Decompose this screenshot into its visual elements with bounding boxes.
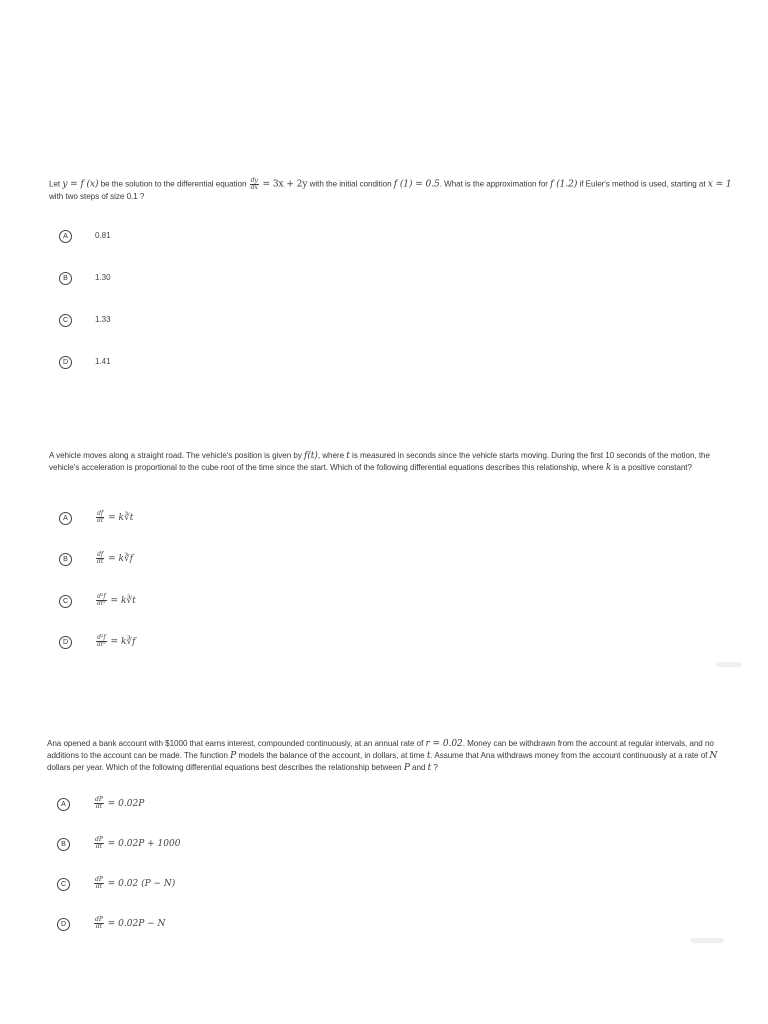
stem-text: with the initial condition: [307, 179, 394, 189]
question-2-stem: [49, 450, 739, 474]
choice-bubble[interactable]: C: [59, 595, 72, 608]
choice-equation: [95, 635, 135, 648]
choice-bubble[interactable]: B: [59, 553, 72, 566]
math-expression: k: [605, 463, 612, 474]
equation-rhs: = k∛f: [110, 637, 136, 647]
derivative-fraction: [96, 552, 104, 565]
math-expression: t: [426, 751, 431, 762]
math-expression: f (1) = 0.5: [393, 179, 440, 190]
derivative-fraction: [96, 635, 107, 648]
fraction-denominator: dt: [97, 558, 104, 565]
answer-choice-c[interactable]: [59, 593, 136, 608]
fraction-denominator: dt: [95, 883, 103, 890]
math-expression: y = f (x): [62, 179, 99, 190]
equation-rhs: = k∛t: [108, 513, 134, 523]
choice-bubble[interactable]: C: [59, 314, 72, 327]
answer-choice-a[interactable]: [59, 510, 134, 525]
fraction-numerator: dy: [250, 177, 258, 184]
answer-choice-c[interactable]: [57, 876, 176, 891]
math-expression: t: [427, 763, 432, 774]
choice-text: 1.33: [95, 315, 111, 324]
choice-bubble[interactable]: B: [57, 838, 70, 851]
fraction-denominator: dt: [97, 517, 104, 524]
choice-text: 0.81: [95, 231, 111, 240]
answer-choice-c[interactable]: [59, 313, 111, 327]
choice-bubble[interactable]: B: [59, 272, 72, 285]
answer-choice-d[interactable]: [59, 634, 136, 649]
choice-bubble[interactable]: D: [59, 356, 72, 369]
fraction-denominator: dt²: [97, 641, 106, 648]
stem-text: . Money can be withdrawn from the account at regular intervals, and no additions to the account can be made. The function: [47, 739, 714, 761]
equation-rhs: = 0.02P − N: [107, 919, 166, 929]
answer-choice-d[interactable]: [59, 355, 111, 369]
equation-rhs: = k∛f: [108, 554, 134, 564]
question-1-stem: [49, 178, 739, 203]
choice-text: 1.41: [95, 357, 111, 366]
choice-equation: [95, 552, 133, 565]
stem-text: models the balance of the account, in dollars, at time: [236, 751, 427, 761]
stem-text: be the solution to the differential equation: [98, 179, 249, 189]
math-expression: P: [230, 751, 237, 762]
fraction-denominator: dx: [250, 184, 258, 191]
math-expression: P: [403, 763, 410, 774]
equation-rhs: = k∛t: [110, 596, 136, 606]
stem-text: . Assume that Ana withdraws money from the account continuously at a rate of: [430, 751, 710, 761]
stem-text: and: [409, 763, 428, 773]
math-expression: r = 0.02: [425, 739, 463, 749]
choice-equation: [95, 511, 133, 524]
derivative-fraction: [94, 877, 104, 890]
choice-equation: [95, 594, 136, 607]
stem-text: . What is the approximation for: [439, 179, 551, 189]
derivative-fraction: [96, 594, 107, 607]
stem-text: Ana opened a bank account with $1000 that earns interest, compounded continuously, at an annual rate of: [47, 739, 426, 748]
fraction-numerator: dP: [95, 796, 103, 803]
equation-rhs: = 0.02 (P − N): [107, 879, 176, 889]
equation-rhs: = 0.02P + 1000: [107, 839, 181, 849]
answer-choice-b[interactable]: [59, 551, 134, 566]
choice-equation: [93, 877, 175, 890]
fraction-numerator: dP: [95, 916, 103, 923]
math-expression: f (1.2): [550, 179, 578, 190]
fraction-numerator: dP: [95, 836, 103, 843]
stem-text: Let: [49, 179, 63, 189]
question-2: [49, 450, 739, 648]
derivative-fraction: [96, 511, 104, 524]
fraction-denominator: dt: [95, 803, 103, 810]
answer-choice-d[interactable]: [57, 916, 166, 931]
stem-text: is a positive constant?: [611, 463, 692, 473]
derivative-fraction: [94, 837, 104, 850]
math-expression: f(t): [304, 451, 318, 461]
answer-choice-a[interactable]: [57, 796, 145, 811]
fraction-denominator: dt: [95, 923, 103, 930]
fraction-numerator: df: [97, 510, 104, 517]
math-expression: = 3x + 2y: [259, 179, 308, 190]
derivative-fraction: [250, 178, 259, 191]
fraction-numerator: d²f: [97, 634, 106, 641]
choice-equation: [93, 917, 165, 930]
question-3: [47, 738, 737, 930]
fraction-numerator: dP: [95, 876, 103, 883]
stem-text: , where: [317, 451, 347, 460]
stem-text: dollars per year. Which of the following differential equations best describes the relationship between: [47, 763, 404, 773]
stem-text: A vehicle moves along a straight road. The vehicle's position is given by: [49, 451, 305, 460]
stem-text: with two steps of size 0.1 ?: [49, 192, 145, 201]
equation-rhs: = 0.02P: [107, 799, 145, 809]
stem-text: if Euler's method is used, starting at: [577, 179, 708, 189]
answer-choice-b[interactable]: [57, 836, 181, 851]
choice-bubble[interactable]: D: [57, 918, 70, 931]
derivative-fraction: [94, 797, 104, 810]
choice-bubble[interactable]: A: [57, 798, 70, 811]
choice-text: 1.30: [95, 273, 111, 282]
scan-artifact: [716, 662, 742, 667]
scan-artifact: [690, 938, 724, 943]
choice-equation: [93, 797, 144, 810]
answer-choice-a[interactable]: [59, 229, 111, 243]
choice-bubble[interactable]: C: [57, 878, 70, 891]
math-expression: N: [709, 751, 718, 762]
question-3-stem: [47, 738, 737, 775]
math-expression: x = 1: [707, 179, 732, 190]
choice-bubble[interactable]: D: [59, 636, 72, 649]
choice-bubble[interactable]: A: [59, 230, 72, 243]
stem-text: ?: [431, 763, 438, 773]
choice-equation: [93, 837, 180, 850]
stem-text: is measured in seconds since the vehicle starts moving. During the first 10 seconds of the motion, the vehicle's acceleration is proportional to the cube root of the time since the start. Which of the following differential equations describes this relationship, where: [49, 451, 710, 473]
fraction-denominator: dt: [95, 843, 103, 850]
fraction-numerator: df: [97, 551, 104, 558]
derivative-fraction: [94, 917, 104, 930]
choice-bubble[interactable]: A: [59, 512, 72, 525]
answer-choice-b[interactable]: [59, 271, 111, 285]
question-1: [49, 177, 739, 366]
fraction-denominator: dt²: [97, 600, 106, 607]
math-expression: t: [346, 451, 350, 461]
fraction-numerator: d²f: [97, 593, 106, 600]
